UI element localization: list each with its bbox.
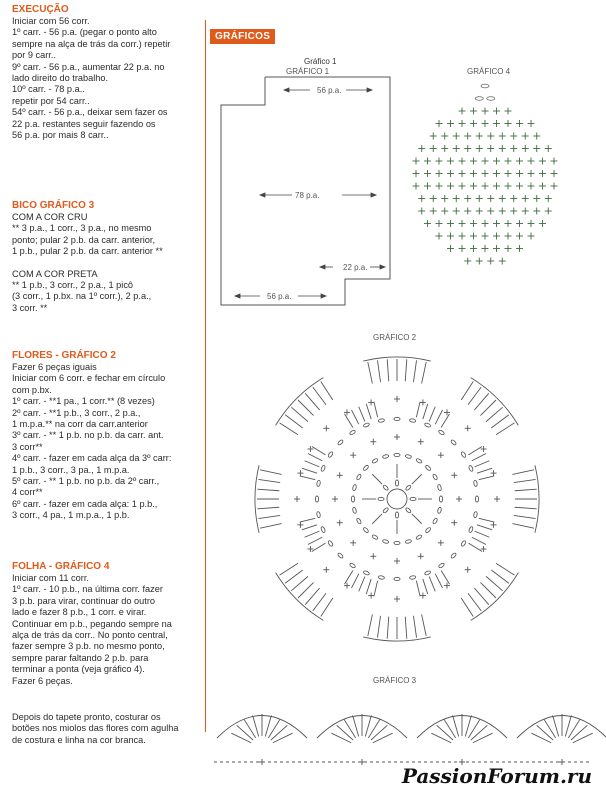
text-line: 10º carr. - 78 p.a.. <box>12 84 85 95</box>
column-divider <box>205 20 206 732</box>
text-line: 2º carr. - **1 p.b., 3 corr., 2 p.a., <box>12 407 141 418</box>
text-line: Fazer 6 peças. <box>12 675 73 686</box>
edging-stitches <box>214 714 606 765</box>
text-line: 1º carr. - 56 p.a. (pegar o ponto alto <box>12 27 157 38</box>
grafico4-diagram <box>400 82 570 302</box>
text-line: 1 p.b., pular 2 p.b. da carr. anterior ** <box>12 246 163 257</box>
text-line: lado e fazer 8 p.b., 1 corr. e virar. <box>12 607 147 618</box>
grafico1-bottom-label: 56 p.a. <box>267 292 292 301</box>
grafico1-right-label: 22 p.a. <box>343 263 368 272</box>
grafico2-diagram <box>244 346 550 652</box>
bico-title: BICO GRÁFICO 3 <box>12 200 95 211</box>
final-section <box>12 712 204 746</box>
text-line: 56 p.a. por mais 8 carr.. <box>12 130 109 141</box>
text-line: 9º carr. - 56 p.a., aumentar 22 p.a. no <box>12 61 165 72</box>
text-line: Iniciar com 6 corr. e fechar em círculo <box>12 373 166 384</box>
text-line: 4º carr. - fazer em cada alça da 3º carr: <box>12 453 172 464</box>
text-line: 54º carr. - 56 p.a., deixar sem fazer os <box>12 107 168 118</box>
bico-lines2 <box>12 280 204 314</box>
text-line: Depois do tapete pronto, costurar os <box>12 712 161 722</box>
text-line: 1 p.b., 3 corr., 3 pa., 1 m.p.a. <box>12 464 130 475</box>
text-line: alça de trás da corr.. No ponto central, <box>12 630 168 641</box>
text-line: sempre na alça de trás da corr.) repetir <box>12 38 171 49</box>
text-line: Iniciar com 11 corr. <box>12 573 89 583</box>
text-line: repetir por 54 carr.. <box>12 95 90 106</box>
text-line: por 9 carr.. <box>12 50 56 61</box>
text-line: 3º carr. - ** 1 p.b. no p.b. da carr. ant. <box>12 430 164 441</box>
execucao-lines <box>12 16 204 141</box>
text-line: ** 3 p.a., 1 corr., 3 p.a., no mesmo <box>12 223 152 234</box>
text-line: (3 corr., 1 p.bx. na 1º corr.), 2 p.a., <box>12 291 152 302</box>
execucao-section <box>12 4 204 141</box>
text-line: Fazer 6 peças iguais <box>12 362 97 372</box>
text-line: 3 corr. ** <box>12 302 48 313</box>
text-line: fazer sempre 3 p.b. no mesmo ponto, <box>12 641 165 652</box>
flores-title: FLORES - GRÁFICO 2 <box>12 350 116 361</box>
grafico1-label: GRÁFICO 1 <box>286 67 330 76</box>
flores-section <box>12 350 204 522</box>
folha-section <box>12 561 204 687</box>
flores-lines <box>12 362 204 522</box>
text-line: Continuar em p.b., pegando sempre na <box>12 618 172 629</box>
watermark-logo: PassionForum.ru <box>401 764 592 788</box>
bico-sub1: COM A COR CRU <box>12 212 88 222</box>
text-line: ** 1 p.b., 3 corr., 2 p.a., 1 picô <box>12 280 134 291</box>
leaf-stitches <box>413 84 558 264</box>
grafico3-label: GRÁFICO 3 <box>373 676 417 685</box>
flower-stitches <box>255 357 539 641</box>
text-line: com p.bx. <box>12 384 52 395</box>
text-line: lado direito do trabalho. <box>12 73 109 84</box>
grafico3-diagram <box>212 688 592 768</box>
execucao-title: EXECUÇÃO <box>12 4 69 15</box>
grafico4-label: GRÁFICO 4 <box>467 67 511 76</box>
final-lines <box>12 712 204 746</box>
folha-title: FOLHA - GRÁFICO 4 <box>12 561 110 572</box>
text-line: 1 m.p.a.** na corr da carr.anterior <box>12 419 148 430</box>
text-line: 3 corr., 4 pa., 1 m.p.a., 1 p.b. <box>12 510 130 521</box>
text-line: sempre parar faltando 2 p.b. para <box>12 652 149 663</box>
graficos-badge: GRÁFICOS <box>210 29 275 44</box>
bico-section <box>12 200 204 314</box>
text-line: Iniciar com 56 corr. <box>12 16 90 26</box>
text-line: 1º carr. - **1 pa., 1 corr.** (8 vezes) <box>12 396 155 407</box>
text-line: botões nos miolos das flores com agulha <box>12 723 179 734</box>
grafico2-label: GRÁFICO 2 <box>373 333 417 342</box>
text-line: 22 p.a. restantes seguir fazendo os <box>12 118 156 129</box>
text-line: 5º carr. - ** 1 p.b. no p.b. da 2º carr., <box>12 476 160 487</box>
grafico1-mid-label: 78 p.a. <box>295 191 320 200</box>
text-line: 6º carr. - fazer em cada alça: 1 p.b., <box>12 498 158 509</box>
bico-lines1 <box>12 223 204 257</box>
text-line: ponto; pular 2 p.b. da carr. anterior, <box>12 234 156 245</box>
grafico1-title: Gráfico 1 <box>304 57 337 66</box>
grafico1-top-label: 56 p.a. <box>317 86 342 95</box>
text-line: 1º carr. - 10 p.b., na última corr. fazer <box>12 584 163 595</box>
bico-sub2: COM A COR PRETA <box>12 268 98 279</box>
folha-lines <box>12 573 204 687</box>
text-line: 3 corr** <box>12 441 43 452</box>
text-line: 4 corr** <box>12 487 43 498</box>
text-line: de costura e linha na cor branca. <box>12 734 146 745</box>
text-line: terminar a ponta (veja gráfico 4). <box>12 664 145 675</box>
text-line: 3 p.b. para virar, continuar do outro <box>12 595 156 606</box>
